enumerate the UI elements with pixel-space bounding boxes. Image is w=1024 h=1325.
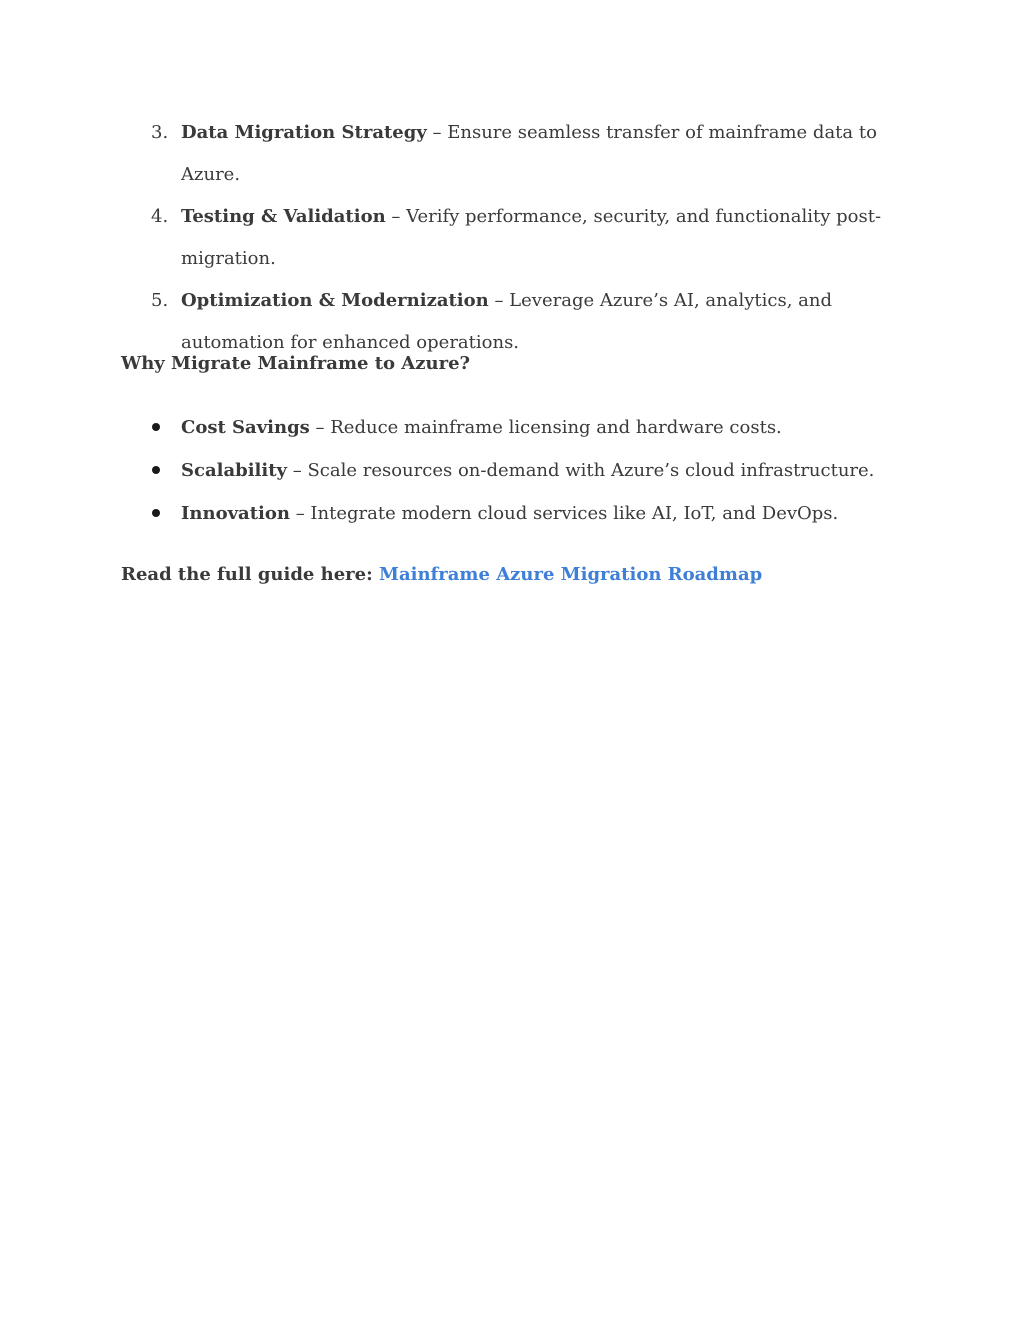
benefit-title: Cost Savings [181, 417, 310, 438]
list-item [121, 406, 901, 449]
list-number: 4. [151, 206, 169, 227]
benefit-text: – Scale resources on-demand with Azure’s cloud infrastructure. [287, 460, 875, 481]
read-more-line [121, 555, 762, 595]
step-title: Data Migration Strategy [181, 122, 427, 143]
list-number: 3. [151, 122, 169, 143]
section-heading: Why Migrate Mainframe to Azure? [121, 353, 471, 374]
read-more-prefix: Read the full guide here: [121, 564, 380, 585]
benefit-text: – Reduce mainframe licensing and hardware costs. [309, 417, 782, 438]
list-number: 5. [151, 290, 169, 311]
bullet-icon [152, 423, 160, 431]
step-text: – Ensure seamless transfer of mainframe data to Azure. [181, 122, 877, 185]
list-item [121, 196, 901, 280]
roadmap-link[interactable]: Mainframe Azure Migration Roadmap [379, 564, 763, 585]
migration-steps-list [121, 112, 901, 364]
step-title: Testing & Validation [181, 206, 386, 227]
list-item [121, 492, 901, 535]
list-item [121, 112, 901, 196]
benefit-text: – Integrate modern cloud services like AI, IoT, and DevOps. [289, 503, 839, 524]
benefits-list [121, 406, 901, 535]
bullet-icon [152, 509, 160, 517]
bullet-icon [152, 466, 160, 474]
list-item [121, 449, 901, 492]
step-text: – Leverage Azure’s AI, analytics, and automation for enhanced operations. [181, 290, 832, 353]
step-text: – Verify performance, security, and functionality post-migration. [181, 206, 882, 269]
step-title: Optimization & Modernization [181, 290, 489, 311]
benefit-title: Innovation [181, 503, 290, 524]
benefit-title: Scalability [181, 460, 287, 481]
